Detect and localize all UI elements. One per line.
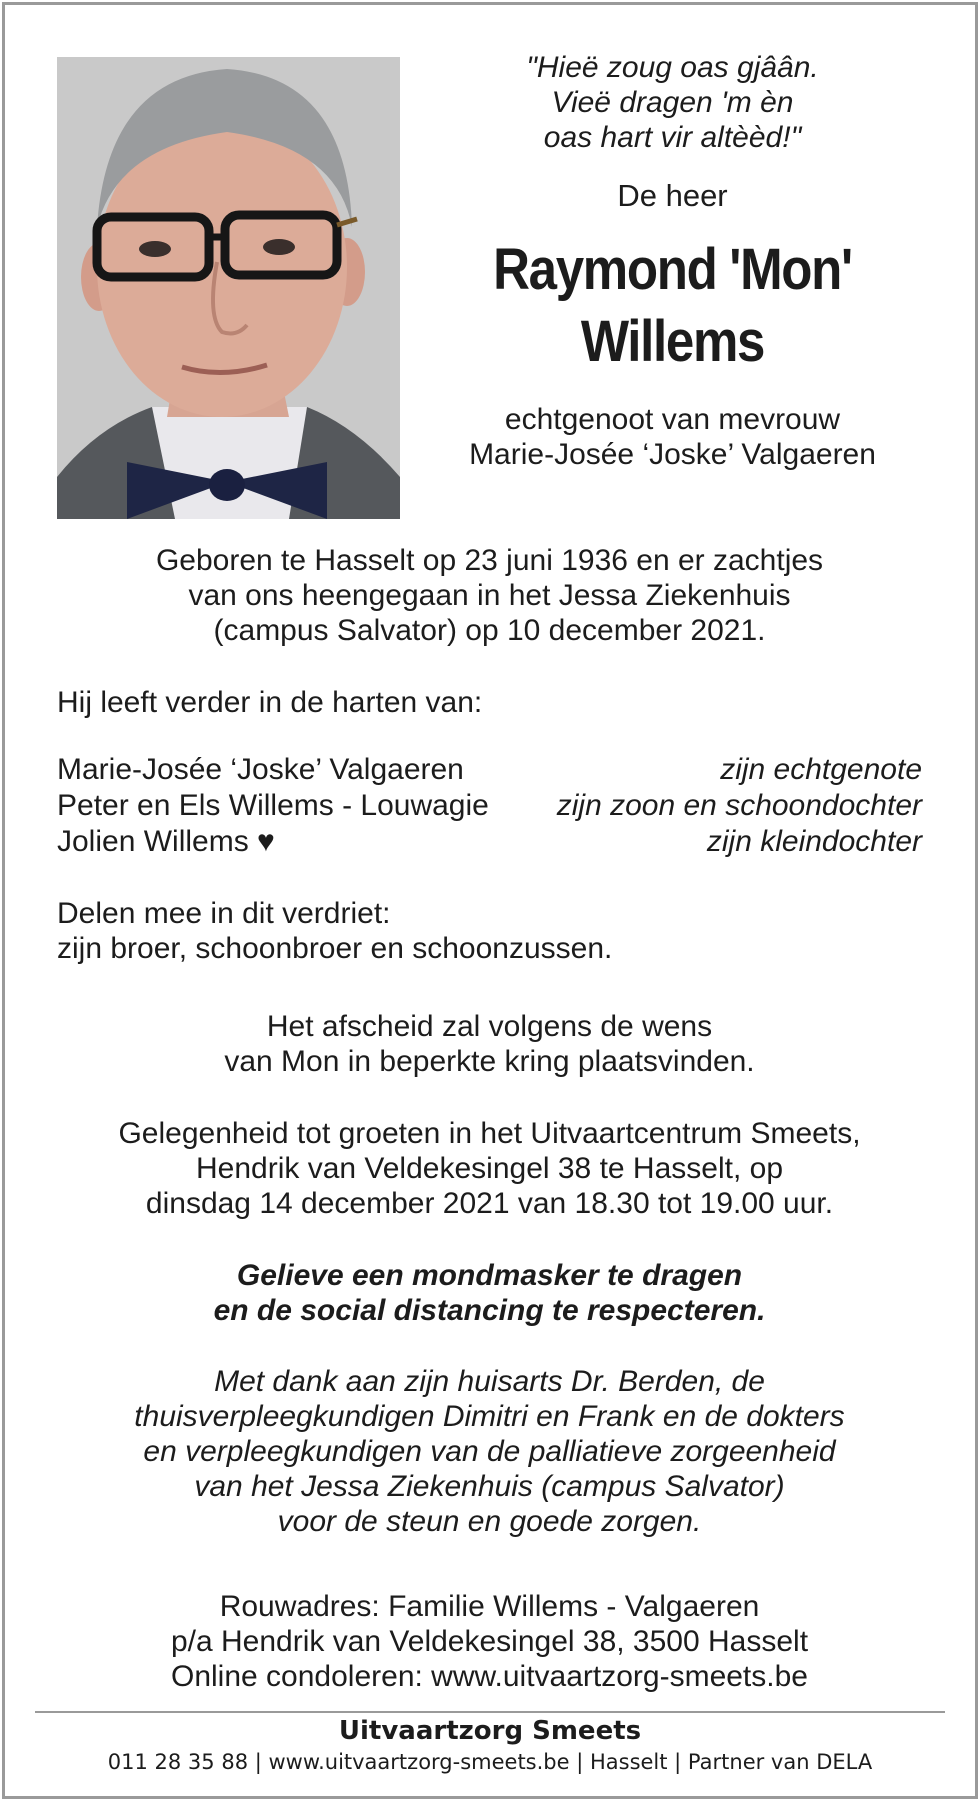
mask-notice: Gelieve een mondmasker te dragen en de social distancing te respecteren. [213, 1259, 766, 1327]
relative-name: Peter en Els Willems - Louwagie [57, 789, 489, 822]
relative-role: zijn echtgenote [720, 753, 922, 786]
visitation-text: Gelegenheid tot groeten in het Uitvaartcentrum Smeets, Hendrik van Veldekesingel 38 te Hasselt, op dinsdag 14 december 2021 van 18.30 tot 19.00 uur. [118, 1117, 861, 1220]
relative-row [57, 788, 922, 824]
relative-name: Marie-Josée ‘Joske’ Valgaeren [57, 753, 464, 786]
farewell-text: Het afscheid zal volgens de wens van Mon in beperkte kring plaatsvinden. [224, 1010, 755, 1078]
funeral-company-name: Uitvaartzorg Smeets [338, 1716, 642, 1746]
memorial-quote: "Hieë zoug oas gjâân. Vieë dragen 'm èn oas hart vir altèèd!" [526, 51, 819, 154]
lives-on-intro: Hij leeft verder in de harten van: [57, 686, 483, 719]
funeral-company-contact: 011 28 35 88 | www.uitvaartzorg-smeets.be | Hasselt | Partner van DELA [107, 1750, 873, 1774]
mourning-address: Rouwadres: Familie Willems - Valgaeren p/a Hendrik van Veldekesingel 38, 3500 Hasselt Online condoleren: www.uitvaartzorg-smeets.be [170, 1590, 809, 1693]
thanks-text: Met dank aan zijn huisarts Dr. Berden, de thuisverpleegkundigen Dimitri en Frank en de dokters en verpleegkundigen van de palliatieve zorgeenheid van het Jessa Ziekenhuis (campus Salvator) voor de steun en goede zorgen. [134, 1365, 845, 1538]
relatives-list [57, 752, 922, 860]
relative-row [57, 752, 922, 788]
sharing-text: Delen mee in dit verdriet: zijn broer, schoonbroer en schoonzussen. [57, 897, 613, 965]
header-block [430, 50, 915, 472]
honorific: De heer [617, 178, 728, 213]
relative-role: zijn zoon en schoondochter [556, 789, 922, 822]
birth-death-text: Geboren te Hasselt op 23 juni 1936 en er zachtjes van ons heengegaan in het Jessa Ziekenhuis (campus Salvator) op 10 december 2021. [155, 544, 824, 647]
relative-role: zijn kleindochter [706, 825, 922, 858]
footer-divider [35, 1711, 945, 1713]
relative-name: Jolien Willems ♥ [57, 825, 275, 858]
spouse-line: echtgenoot van mevrouw Marie-Josée ‘Joske’ Valgaeren [469, 403, 876, 471]
relative-row [57, 824, 922, 860]
deceased-name: Raymond 'Mon' Willems [493, 237, 852, 374]
portrait-photo [57, 57, 400, 519]
